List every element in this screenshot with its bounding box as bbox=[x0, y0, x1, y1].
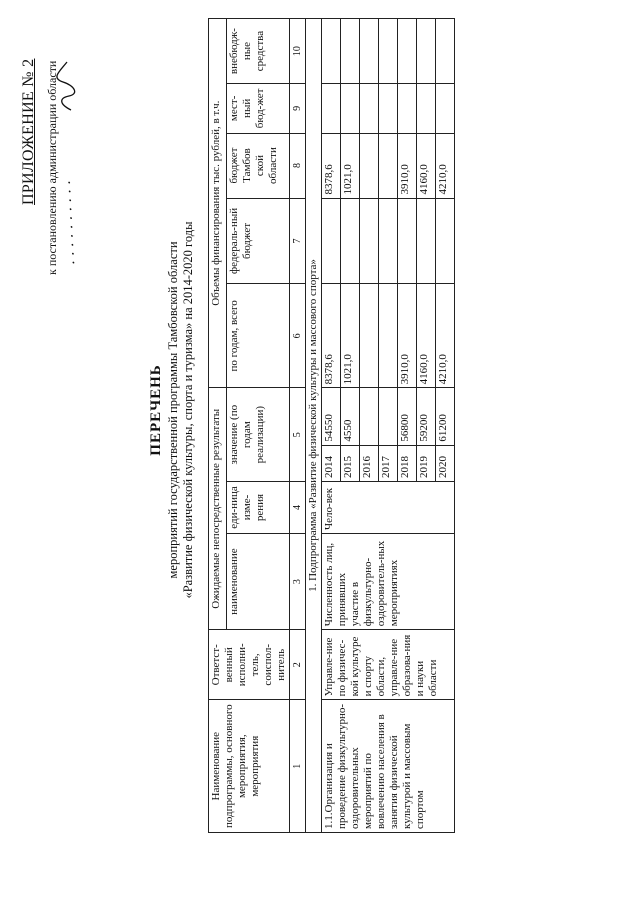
regional-cell: 1021,0 bbox=[341, 133, 360, 198]
subtitle-line: «Развитие физической культуры, спорта и туризма» на 2014-2020 годы bbox=[181, 221, 195, 599]
year-cell: 2017 bbox=[379, 445, 398, 481]
document-subtitle bbox=[166, 115, 196, 705]
appendix-label: ПРИЛОЖЕНИЕ № 2 bbox=[20, 58, 37, 205]
federal-cell bbox=[341, 198, 360, 284]
local-cell bbox=[436, 84, 455, 133]
value-cell bbox=[360, 388, 379, 445]
year-cell: 2015 bbox=[341, 445, 360, 481]
document-title: ПЕРЕЧЕНЬ bbox=[148, 364, 164, 456]
offbudget-cell bbox=[341, 19, 360, 84]
column-header-unit: еди-ница изме-рения bbox=[227, 481, 290, 533]
indicator-name: Численность лиц, принявших участие в физкультурно-оздоровитель-ных мероприятиях bbox=[322, 533, 455, 629]
column-header-regional: бюджет Тамбов ской области bbox=[227, 133, 290, 198]
column-number: 5 bbox=[290, 388, 306, 482]
subtitle-line: мероприятий государственной программы Тамбовской области bbox=[166, 241, 180, 579]
activities-table bbox=[208, 18, 455, 833]
column-header-offbudget: внебюдж-ные средства bbox=[227, 19, 290, 84]
section-row bbox=[306, 19, 322, 833]
offbudget-cell bbox=[360, 19, 379, 84]
local-cell bbox=[417, 84, 436, 133]
value-cell bbox=[379, 388, 398, 445]
regional-cell: 8378,6 bbox=[322, 133, 341, 198]
column-number-row bbox=[290, 19, 306, 833]
year-cell: 2014 bbox=[322, 445, 341, 481]
column-header-financing: Объемы финансирования тыс. рублей, в т.ч. bbox=[209, 19, 227, 388]
executor: Управле-ние по физичес-кой культуре и спорту области, управле-ние образова-ния и науки области bbox=[322, 630, 455, 700]
offbudget-cell bbox=[322, 19, 341, 84]
total-cell bbox=[379, 284, 398, 388]
offbudget-cell bbox=[379, 19, 398, 84]
year-cell: 2019 bbox=[417, 445, 436, 481]
data-row bbox=[322, 19, 341, 833]
local-cell bbox=[322, 84, 341, 133]
total-cell: 4210,0 bbox=[436, 284, 455, 388]
local-cell bbox=[379, 84, 398, 133]
federal-cell bbox=[379, 198, 398, 284]
federal-cell bbox=[322, 198, 341, 284]
offbudget-cell bbox=[417, 19, 436, 84]
federal-cell bbox=[360, 198, 379, 284]
value-cell: 59200 bbox=[417, 388, 436, 445]
column-number: 3 bbox=[290, 533, 306, 629]
column-header-expected-results: Ожидаемые непосредственные результаты bbox=[209, 388, 227, 630]
column-header-indicator: наименование bbox=[227, 533, 290, 629]
column-header-executor: Ответст-венный исполни-тель, соиспол-нитель bbox=[209, 630, 290, 700]
value-cell: 4550 bbox=[341, 388, 360, 445]
year-cell: 2018 bbox=[398, 445, 417, 481]
federal-cell bbox=[398, 198, 417, 284]
column-number: 7 bbox=[290, 198, 306, 284]
section-title: 1. Подпрограмма «Развитие физической культуры и массового спорта» bbox=[306, 19, 322, 833]
year-cell: 2020 bbox=[436, 445, 455, 481]
column-header-value: значение (по годам реализации) bbox=[227, 388, 290, 482]
value-cell: 56800 bbox=[398, 388, 417, 445]
column-header-name: Наименование подпрограммы, основного мероприятия, мероприятия bbox=[209, 700, 290, 833]
regional-cell: 4210,0 bbox=[436, 133, 455, 198]
column-number: 8 bbox=[290, 133, 306, 198]
column-number: 9 bbox=[290, 84, 306, 133]
federal-cell bbox=[417, 198, 436, 284]
total-cell: 3910,0 bbox=[398, 284, 417, 388]
column-header-total: по годам, всего bbox=[227, 284, 290, 388]
column-number: 10 bbox=[290, 19, 306, 84]
regional-cell bbox=[360, 133, 379, 198]
regional-cell: 4160,0 bbox=[417, 133, 436, 198]
column-header-federal: федераль-ный бюджет bbox=[227, 198, 290, 284]
resolution-reference: к постановлению администрации области bbox=[45, 60, 59, 275]
unit: Чело-век bbox=[322, 481, 455, 533]
total-cell: 8378,6 bbox=[322, 284, 341, 388]
column-number: 2 bbox=[290, 630, 306, 700]
local-cell bbox=[341, 84, 360, 133]
column-number: 4 bbox=[290, 481, 306, 533]
federal-cell bbox=[436, 198, 455, 284]
column-header-local: мест-ный бюд-жет bbox=[227, 84, 290, 133]
year-cell: 2016 bbox=[360, 445, 379, 481]
activity-name: 1.1.Организация и проведение физкультурно-оздоровительных мероприятий по вовлечению населения в занятия физической культурой и массовым спортом bbox=[322, 700, 455, 833]
column-number: 1 bbox=[290, 700, 306, 833]
header-row bbox=[209, 19, 227, 833]
total-cell: 1021,0 bbox=[341, 284, 360, 388]
value-cell: 61200 bbox=[436, 388, 455, 445]
column-number: 6 bbox=[290, 284, 306, 388]
regional-cell bbox=[379, 133, 398, 198]
signature-mark bbox=[55, 60, 77, 112]
value-cell: 54550 bbox=[322, 388, 341, 445]
regional-cell: 3910,0 bbox=[398, 133, 417, 198]
offbudget-cell bbox=[436, 19, 455, 84]
total-cell bbox=[360, 284, 379, 388]
offbudget-cell bbox=[398, 19, 417, 84]
handwritten-date-number: . . . . . . . . . . bbox=[57, 180, 79, 266]
total-cell: 4160,0 bbox=[417, 284, 436, 388]
local-cell bbox=[398, 84, 417, 133]
local-cell bbox=[360, 84, 379, 133]
